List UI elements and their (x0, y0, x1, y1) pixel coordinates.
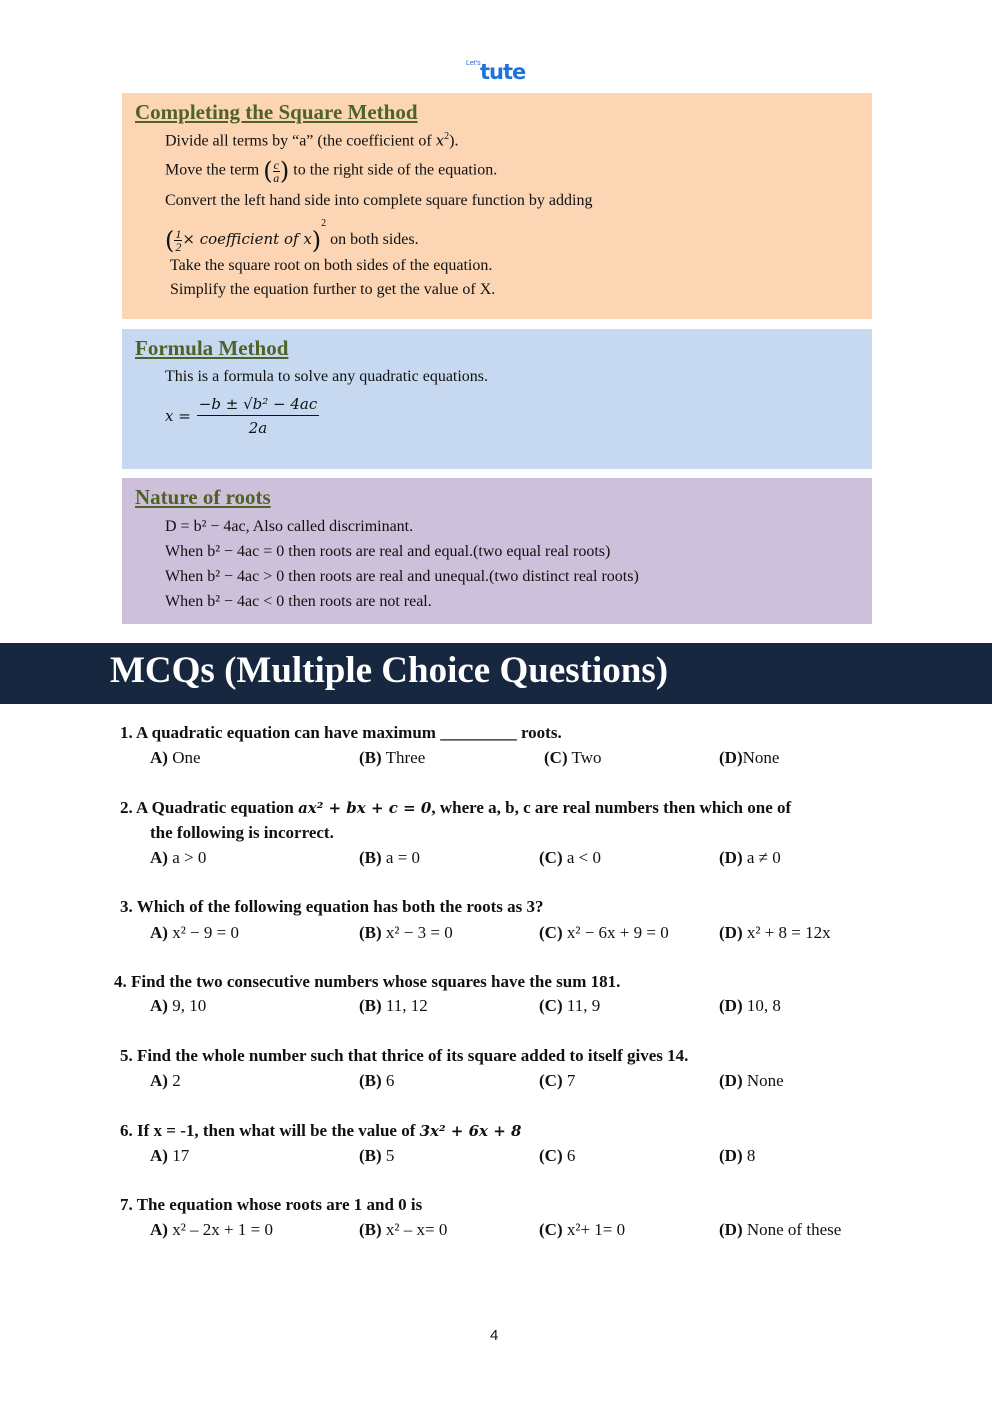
page-number: 4 (490, 1327, 499, 1344)
formula-lhs: x = (165, 407, 191, 425)
logo-name: tute (480, 60, 526, 84)
q5-option-d: (D) None (719, 1071, 784, 1090)
q1-option-a: A) One (150, 748, 201, 767)
q3-option-b: (B) x² − 3 = 0 (359, 923, 453, 942)
quadratic-formula (165, 395, 319, 437)
q6-option-a: A) 17 (150, 1146, 190, 1165)
mcq-banner-title: MCQs (Multiple Choice Questions) (110, 650, 669, 691)
q7-option-b: (B) x² – x= 0 (359, 1220, 448, 1239)
q4-option-d: (D) 10, 8 (719, 996, 781, 1015)
step-1-sup: 2 (444, 131, 450, 142)
completing-step-3: Convert the left hand side into complete square function by adding (165, 192, 593, 209)
coefficient-expr: × coefficient of x (182, 230, 312, 248)
question-2-cont: the following is incorrect. (150, 823, 334, 842)
q7-option-d: (D) None of these (719, 1220, 842, 1239)
q5-option-a: A) 2 (150, 1071, 181, 1090)
completing-step-1 (165, 131, 459, 150)
formula-method-box (122, 329, 872, 469)
nature-line-1: D = b² − 4ac, Also called discriminant. (165, 518, 414, 535)
q7-option-a: A) x² – 2x + 1 = 0 (150, 1220, 273, 1239)
formula-method-title: Formula Method (135, 336, 289, 360)
q1-option-c: (C) Two (544, 748, 602, 767)
step-2-text: Move the term (165, 161, 264, 179)
brand-logo (462, 58, 532, 86)
mcq-banner (0, 643, 992, 704)
completing-step-4: ( $\frac{1}{2}$ × coefficient of x)$^2$ on both sides. (165, 218, 419, 255)
q6-text: 6. If x = -1, then what will be the value of (120, 1121, 420, 1140)
completing-step-5: Take the square root on both sides of the equation. (170, 257, 493, 274)
completing-step-6: Simplify the equation further to get the value of X. (170, 281, 496, 298)
step-2-end: to the right side of the equation. (289, 161, 498, 179)
c-over-a-fraction: $\frac{c}{a}$ (273, 157, 280, 185)
completing-square-title: Completing the Square Method (135, 100, 418, 124)
question-4: 4. Find the two consecutive numbers whose squares have the sum 181. (114, 972, 621, 991)
q4-option-c: (C) 11, 9 (539, 996, 601, 1015)
formula-fraction (197, 395, 319, 437)
nature-line-2: When b² − 4ac = 0 then roots are real and equal.(two equal real roots) (165, 543, 611, 560)
q1-option-b: (B) Three (359, 748, 426, 767)
q2-option-b: (B) a = 0 (359, 848, 421, 867)
q7-option-c: (C) x²+ 1= 0 (539, 1220, 626, 1239)
completing-square-box (122, 93, 872, 319)
formula-desc: This is a formula to solve any quadratic equations. (165, 368, 489, 385)
q6-option-b: (B) 5 (359, 1146, 395, 1165)
nature-line-3: When b² − 4ac > 0 then roots are real and unequal.(two distinct real roots) (165, 568, 639, 585)
q2-text-a: 2. A Quadratic equation (120, 798, 299, 817)
q3-option-d: (D) x² + 8 = 12x (719, 923, 831, 942)
question-5: 5. Find the whole number such that thrice of its square added to itself gives 14. (120, 1046, 689, 1065)
q6-option-c: (C) 6 (539, 1146, 576, 1165)
nature-title: Nature of roots (135, 485, 271, 509)
step-4-sup: 2 (321, 218, 327, 229)
completing-step-2: Move the term ( $\frac{c}{a}$ ) to the right side of the equation. (165, 157, 498, 185)
q6-expression: 3x² + 6x + 8 (419, 1122, 522, 1140)
half-fraction: $\frac{1}{2}$ (175, 226, 182, 254)
q2-equation: ax² + bx + c = 0 (298, 799, 432, 817)
question-7: 7. The equation whose roots are 1 and 0 is (120, 1195, 423, 1214)
q3-option-a: A) x² − 9 = 0 (150, 923, 239, 942)
q2-option-c: (C) a < 0 (539, 848, 601, 867)
formula-numerator: −b ± √b² − 4ac (197, 395, 319, 416)
q3-option-c: (C) x² − 6x + 9 = 0 (539, 923, 669, 942)
question-6 (120, 1121, 521, 1141)
q2-option-a: A) a > 0 (150, 848, 207, 867)
q2-option-d: (D) a ≠ 0 (719, 848, 781, 867)
formula-denominator: 2a (248, 419, 268, 437)
step-1-end: ). (449, 132, 459, 150)
nature-line-4: When b² − 4ac < 0 then roots are not real. (165, 593, 432, 610)
q5-option-b: (B) 6 (359, 1071, 395, 1090)
q5-option-c: (C) 7 (539, 1071, 576, 1090)
logo-lets: Let's (466, 60, 481, 67)
step-4-end: on both sides. (326, 231, 419, 248)
q4-option-a: A) 9, 10 (150, 996, 207, 1015)
question-1: 1. A quadratic equation can have maximum _________ roots. (120, 723, 562, 742)
q2-text-b: , where a, b, c are real numbers then which one of (431, 798, 792, 817)
q4-option-b: (B) 11, 12 (359, 996, 428, 1015)
question-2 (120, 798, 791, 818)
step-1-var: x (435, 131, 445, 150)
nature-of-roots-box (122, 478, 872, 624)
q6-option-d: (D) 8 (719, 1146, 756, 1165)
q1-option-d: (D)None (719, 748, 780, 767)
step-1-text: Divide all terms by “a” (the coefficient of (165, 132, 436, 150)
question-3: 3. Which of the following equation has both the roots as 3? (120, 897, 544, 916)
